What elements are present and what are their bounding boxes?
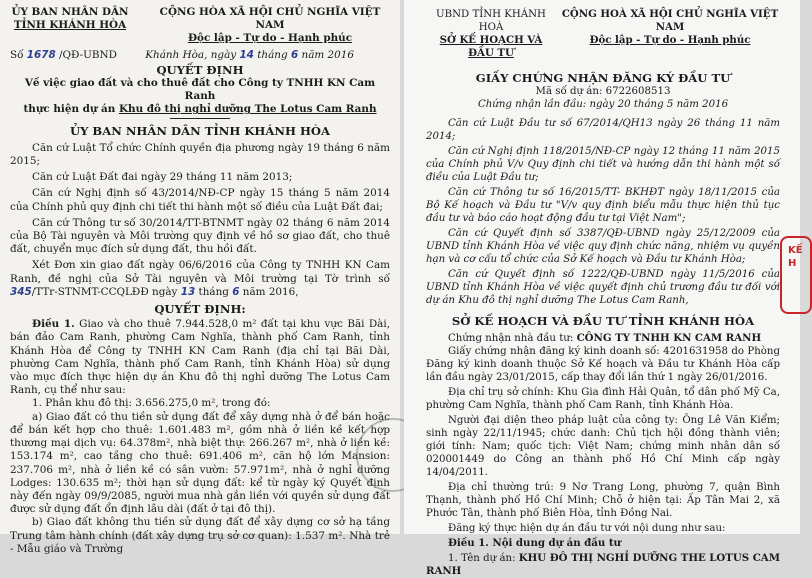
- registration-intro: Đăng ký thực hiện dự án đầu tư với nội dung như sau:: [448, 523, 726, 534]
- decision-subtitle-1: Về việc giao đất và cho thuê đất cho Công ty TNHH KN Cam Ranh: [24, 77, 376, 103]
- r-agency-line1: UBND TỈNH KHÁNH HOÀ: [436, 9, 546, 33]
- investor-line: Chứng nhận nhà đầu tư: CÔNG TY TNHH KN CAM RANH: [448, 332, 762, 344]
- business-registration: Giấy chứng nhận đăng ký kinh doanh số: 4201631958 do Phòng Đăng ký kinh doanh thuộc Sở Kế hoạch và Đầu tư Khánh Hòa cấp lần đầu ngày 23/01/2015, cấp thay đổi lần thứ 1 ngày 26/01/2016.: [426, 346, 780, 383]
- doc-number-handwritten: 1678: [26, 48, 56, 61]
- r-basis-3: Căn cứ Thông tư số 16/2015/TT- BKHĐT ngày 18/11/2015 của Bộ Kế hoạch và Đầu tư "V/v quy định biểu mẫu thực hiện thủ tục đầu tư và báo cáo hoạt động đầu tư tại Việt Nam";: [426, 187, 780, 224]
- article-1-item-1: 1. Phân khu đô thị: 3.656.275,0 m², trong đó:: [32, 397, 271, 410]
- r-authority-heading: SỞ KẾ HOẠCH VÀ ĐẦU TƯ TỈNH KHÁNH HÒA: [451, 314, 755, 328]
- doc-number-suffix: /QĐ-UBND: [59, 48, 117, 61]
- nation-line2: Độc lập - Tự do - Hạnh phúc: [187, 32, 353, 45]
- basis-2: Căn cứ Luật Đất đai ngày 29 tháng 11 năm 2013;: [32, 171, 293, 184]
- basis-5: Xét Đơn xin giao đất ngày 06/6/2016 của Công ty TNHH KN Cam Ranh, đề nghị của Sở Tài nguyên và Môi trường tại Tờ trình số 345/TTr-STNMT-CCQLĐĐ ngày 13 tháng 6 năm 2016,: [10, 259, 390, 298]
- basis-1: Căn cứ Luật Tổ chức Chính quyền địa phương ngày 19 tháng 6 năm 2015;: [10, 141, 390, 168]
- basis-3: Căn cứ Nghị định số 43/2014/NĐ-CP ngày 15 tháng 5 năm 2014 của Chính phủ quy định chi tiết thi hành một số điều của Luật Đất đai;: [10, 187, 390, 213]
- residence: Địa chỉ thường trú: 9 Nơ Trang Long, phường 7, quận Bình Thạnh, thành phố Hồ Chí Minh; Chỗ ở hiện tại: Ấp Tân Mai 2, xã Phước Tân, thành phố Biên Hòa, tỉnh Đồng Nai.: [426, 482, 780, 519]
- decision-title: QUYẾT ĐỊNH: [156, 62, 244, 77]
- r-nation-line1: CỘNG HOÀ XÃ HỘI CHỦ NGHĨA VIỆT NAM: [561, 8, 779, 33]
- agency-line2: TỈNH KHÁNH HÒA: [13, 19, 127, 32]
- r-agency-line2: SỞ KẾ HOẠCH VÀ ĐẦU TƯ: [439, 34, 543, 59]
- article-1: Điều 1. Giao và cho thuê 7.944.528,0 m² đất tại khu vực Bãi Dài, bán đảo Cam Ranh, phường Cam Nghĩa, thành phố Cam Ranh, tỉnh Khánh Hòa để Công ty TNHH KN Cam Ranh (địa chỉ tại Bãi Dài, phường Cam Nghĩa, thành phố Cam Ranh, tỉnh Khánh Hòa) sử dụng vào mục đích thực hiện dự án Khu đô thị nghỉ dưỡng The Lotus Cam Ranh, cụ thể như sau:: [10, 318, 391, 397]
- decision-subtitle-2: thực hiện dự án Khu đô thị nghỉ dưỡng The Lotus Cam Ranh: [23, 103, 377, 116]
- r-basis-5: Căn cứ Quyết định số 1222/QĐ-UBND ngày 11/5/2016 của UBND tỉnh Khánh Hòa về việc quyết định chủ trương đầu tư đối với dự án Khu đô thị nghỉ dưỡng The Lotus Cam Ranh,: [426, 269, 780, 306]
- decision-document: [0, 0, 400, 555]
- divider: [170, 118, 230, 119]
- r-basis-2: Căn cứ Nghị định 118/2015/NĐ-CP ngày 12 tháng 11 năm 2015 của Chính phủ V/v Quy định chi tiết và hướng dẫn thi hành một số điều của Luật Đầu tư;: [426, 146, 780, 183]
- r-basis-1: Căn cứ Luật Đầu tư số 67/2014/QH13 ngày 26 tháng 11 năm 2014;: [426, 118, 780, 142]
- project-code: Mã số dự án: 6722608513: [535, 86, 671, 97]
- doc-number-row: [10, 49, 390, 62]
- authority-heading: ỦY BAN NHÂN DÂN TỈNH KHÁNH HÒA: [69, 123, 331, 138]
- r-basis-4: Căn cứ Quyết định số 3387/QĐ-UBND ngày 25/12/2009 của UBND tỉnh Khánh Hòa về việc quy định chức năng, nhiệm vụ quyền hạn và cơ cấu tổ chức của Sở Kế hoạch và Đầu tư Khánh Hòa;: [426, 228, 780, 265]
- legal-representative: Người đại diện theo pháp luật của công ty: Ông Lê Văn Kiểm; sinh ngày 22/11/1945; chức danh: Chủ tịch hội đồng thành viên; giới tính: Nam; quốc tịch: Việt Nam; chứng minh nhân dân số 020001449 do Công an thành phố Hồ Chí Minh cấp ngày 14/04/2011.: [426, 415, 780, 478]
- head-office: Địa chỉ trụ sở chính: Khu Gia đình Hải Quân, tổ dân phố Mỹ Ca, phường Cam Nghĩa, thành phố Cam Ranh, tỉnh Khánh Hòa.: [426, 387, 780, 411]
- article-1-item-b: b) Giao đất không thu tiền sử dụng đất để xây dựng cơ sở hạ tầng Trung tâm hành chính (đất xây dựng trụ sở cơ quan): 1.537 m². Nhà trẻ - Mẫu giáo và Trường: [10, 516, 390, 555]
- agency-line1: ỦY BAN NHÂN DÂN: [11, 6, 129, 18]
- right-header: [426, 8, 780, 60]
- doc-date: Khánh Hòa, ngày 14 tháng 6 năm 2016: [145, 48, 354, 61]
- certificate-title: GIẤY CHỨNG NHẬN ĐĂNG KÝ ĐẦU TƯ: [475, 71, 731, 85]
- first-certified: Chứng nhận lần đầu: ngày 20 tháng 5 năm 2016: [477, 99, 729, 110]
- investment-certificate: [404, 0, 803, 577]
- left-header: [10, 6, 390, 46]
- article-1-item-a: a) Giao đất có thu tiền sử dụng đất để xây dựng nhà ở để bán hoặc để bán kết hợp cho thuê: 1.601.483 m², gồm nhà ở liền kề kết hợp thương mại dịch vụ: 64.378m², nhà biệt thự: 266.267 m², nhà ở liền kề: 153.174 m², cao tầng cho thuê: 691.406 m², căn hộ lớn Mansion: 237.706 m², nhà ở liền kề có sân vườn: 57.971m², nhà ở nghỉ dưỡng Lodges: 130.635 m²; thời hạn sử dụng đất: kể từ ngày ký Quyết định này đến ngày 09/9/2085, người mua nhà gắn liền với quyền sử dụng đất được sử dụng đất ổn định lâu dài (đất ở tại đô thị).: [10, 410, 390, 516]
- r-nation-line2: Độc lập - Tự do - Hạnh phúc: [589, 34, 751, 46]
- project-name-line: 1. Tên dự án: KHU ĐÔ THỊ NGHỈ DƯỠNG THE LOTUS CAM RANH: [426, 552, 780, 577]
- article-1-heading: Điều 1. Nội dung dự án đầu tư: [448, 537, 621, 549]
- decide-heading: QUYẾT ĐỊNH:: [154, 302, 246, 317]
- red-seal: KẾ H: [780, 236, 812, 314]
- doc-number-prefix: Số: [10, 48, 24, 61]
- basis-4: Căn cứ Thông tư số 30/2014/TT-BTNMT ngày 02 tháng 6 năm 2014 của Bộ Tài nguyên và Môi trường quy định về hồ sơ giao đất, cho thuê đất, chuyển mục đích sử dụng đất, thu hồi đất.: [10, 216, 390, 256]
- nation-line1: CỘNG HÒA XÃ HỘI CHỦ NGHĨA VIỆT NAM: [159, 6, 381, 32]
